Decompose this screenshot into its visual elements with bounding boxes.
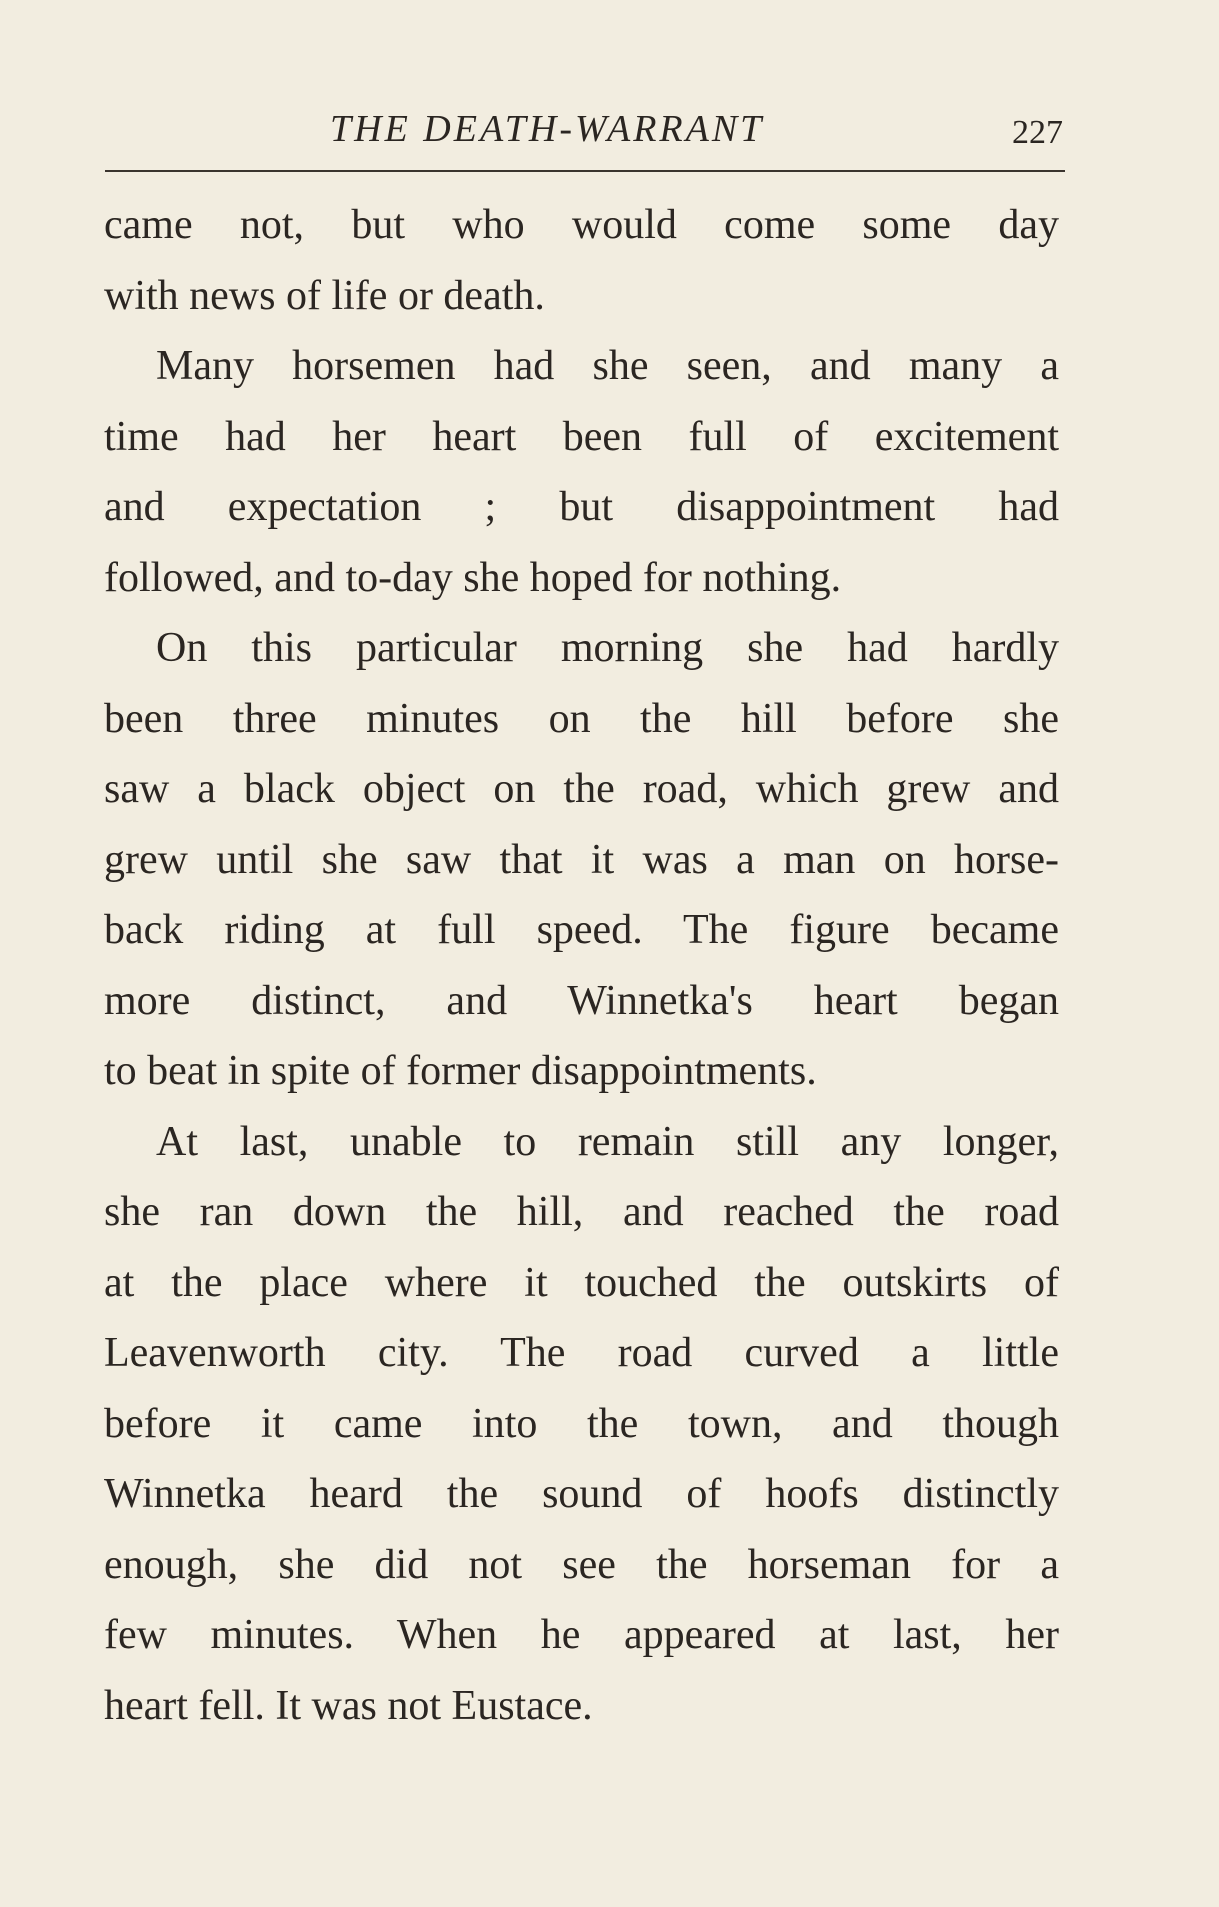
text-line: and expectation ; but disappointment had — [104, 484, 1059, 530]
page-number: 227 — [1012, 114, 1063, 151]
text-line: On this particular morning she had hardly — [156, 625, 1059, 671]
text-line: heart fell. It was not Eustace. — [104, 1682, 593, 1729]
running-head: THE DEATH-WARRANT — [330, 108, 765, 150]
text-line: been three minutes on the hill before she — [104, 695, 1059, 742]
text-line: Winnetka heard the sound of hoofs distinctly — [104, 1471, 1059, 1517]
body-text — [104, 190, 1059, 1741]
text-line: back riding at full speed. The figure became — [104, 907, 1059, 953]
text-line: at the place where it touched the outskirts of — [104, 1259, 1059, 1306]
text-line: few minutes. When he appeared at last, her — [104, 1612, 1059, 1658]
text-line: with news of life or death. — [104, 272, 545, 319]
header-rule — [105, 170, 1065, 172]
text-line: before it came into the town, and though — [104, 1400, 1059, 1447]
text-line: enough, she did not see the horseman for a — [104, 1541, 1059, 1588]
text-line: time had her heart been full of excitement — [104, 413, 1059, 460]
text-line: Leavenworth city. The road curved a little — [104, 1330, 1059, 1376]
text-line: At last, unable to remain still any longer, — [156, 1118, 1059, 1165]
text-line: came not, but who would come some day — [104, 202, 1059, 248]
text-line: grew until she saw that it was a man on horse- — [104, 836, 1059, 883]
text-line: Many horsemen had she seen, and many a — [156, 343, 1059, 389]
text-line: followed, and to-day she hoped for nothing. — [104, 554, 842, 601]
text-line: saw a black object on the road, which grew and — [104, 766, 1059, 812]
text-line: she ran down the hill, and reached the road — [104, 1189, 1059, 1235]
text-line: more distinct, and Winnetka's heart began — [104, 977, 1059, 1024]
text-line: to beat in spite of former disappointments. — [104, 1048, 817, 1094]
